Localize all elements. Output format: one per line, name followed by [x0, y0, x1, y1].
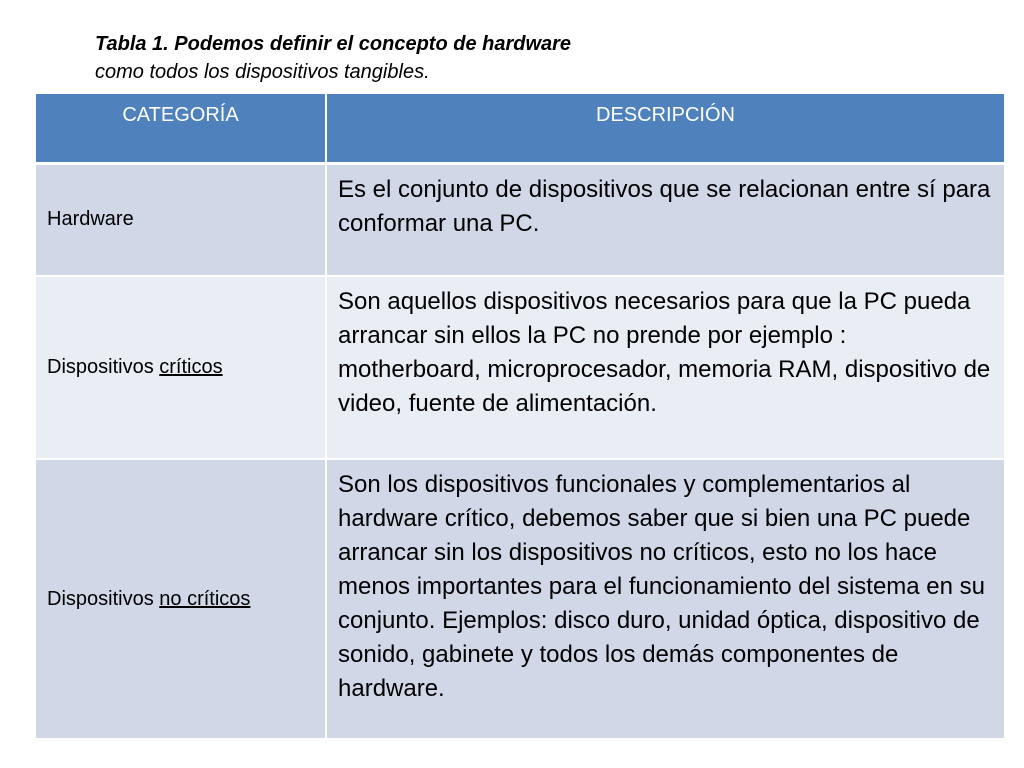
category-underlined: no críticos [159, 587, 251, 610]
table-row [36, 276, 1004, 459]
table-row [36, 459, 1004, 739]
category-cell [36, 459, 326, 739]
hardware-table [36, 94, 1004, 740]
category-cell [36, 276, 326, 459]
caption-subtitle: como todos los dispositivos tangibles. [95, 61, 430, 83]
category-label: Hardware [47, 208, 134, 231]
table-caption [95, 30, 571, 86]
header-categoria: CATEGORÍA [36, 94, 326, 163]
description-cell: Es el conjunto de dispositivos que se relacionan entre sí para conformar una PC. [326, 163, 1004, 276]
category-label: Dispositivos [47, 356, 160, 378]
caption-title: Tabla 1. Podemos definir el concepto de hardware [95, 33, 572, 55]
table-header-row [36, 94, 1004, 163]
description-cell: Son aquellos dispositivos necesarios para que la PC pueda arrancar sin ellos la PC no prende por ejemplo : motherboard, microprocesador, memoria RAM, dispositivo de video, fuente de alimentación. [326, 276, 1004, 459]
table-row [36, 163, 1004, 276]
description-cell: Son los dispositivos funcionales y complementarios al hardware crítico, debemos saber que si bien una PC puede arrancar sin los dispositivos no críticos, esto no los hace menos importantes para el funcionamiento del sistema en su conjunto. Ejemplos: disco duro, unidad óptica, dispositivo de sonido, gabinete y todos los demás componentes de hardware. [326, 459, 1004, 739]
category-underlined: críticos [159, 356, 223, 378]
category-label: Dispositivos [47, 587, 160, 610]
category-cell [36, 163, 326, 276]
header-descripcion: DESCRIPCIÓN [326, 94, 1004, 163]
